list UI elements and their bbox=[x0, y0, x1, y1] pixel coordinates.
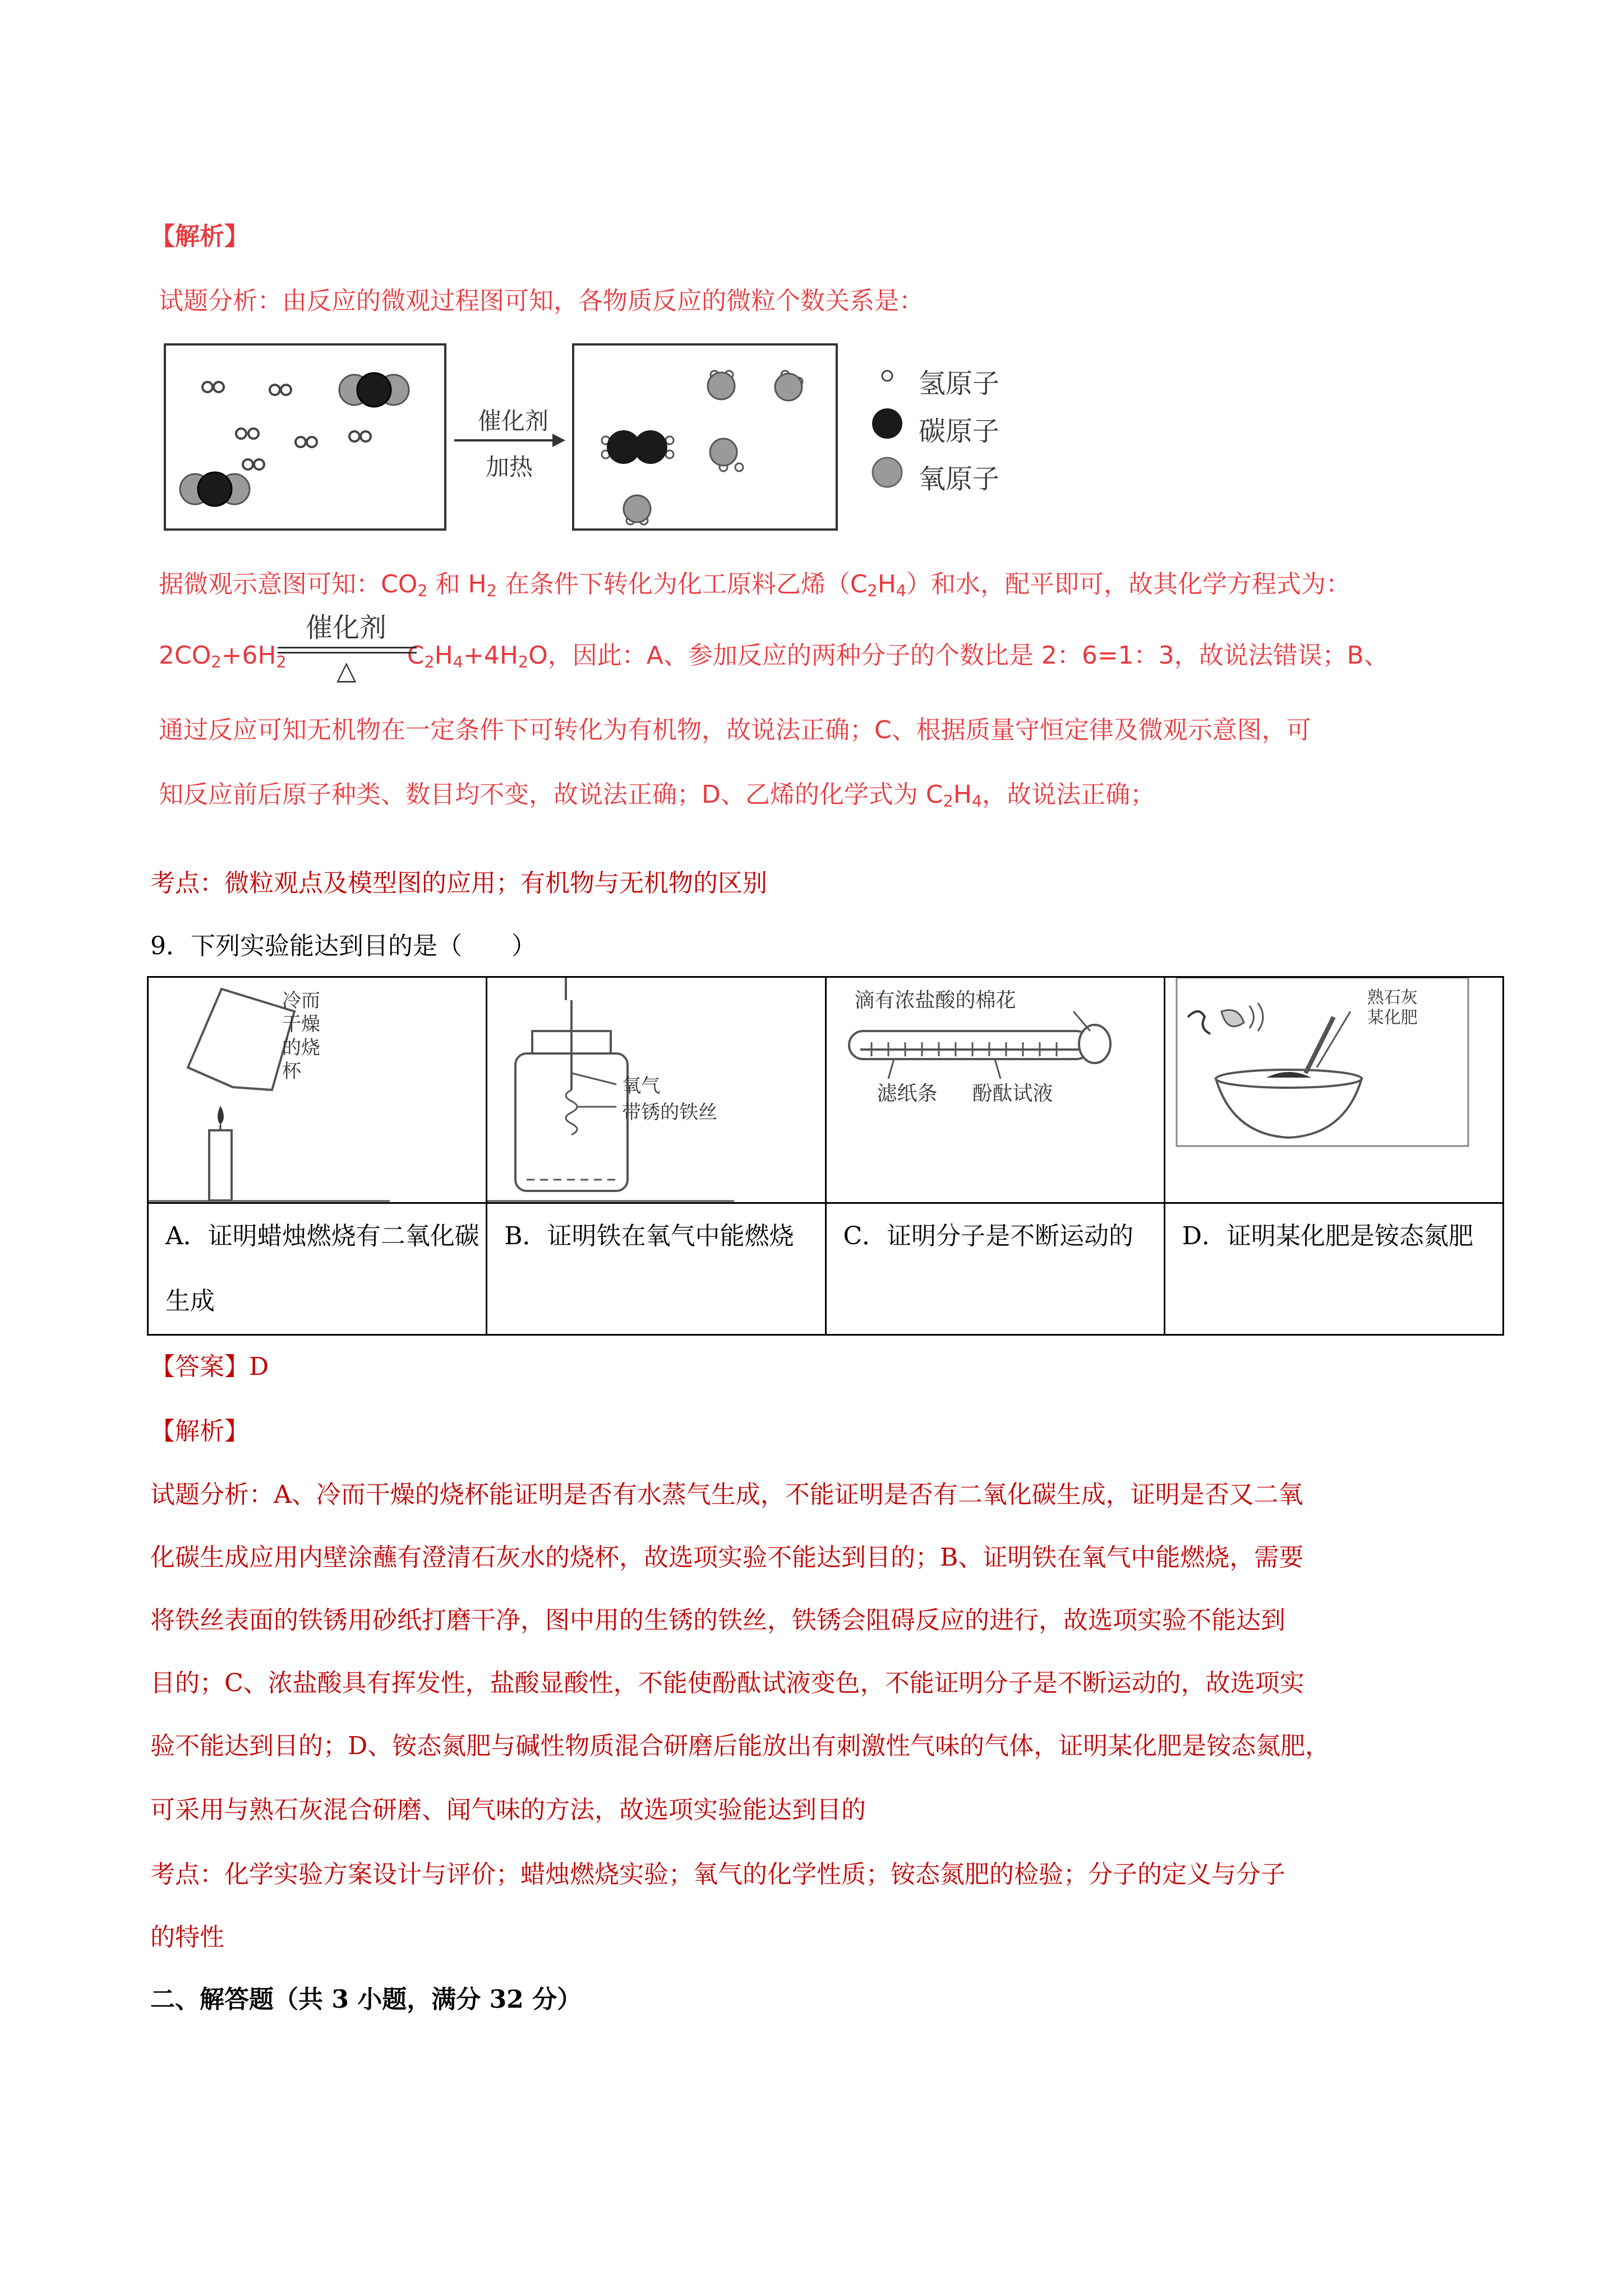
arrow-label-top: 催化剂 bbox=[478, 407, 549, 435]
analysis-heading: 【解析】 bbox=[150, 222, 249, 251]
analysis2-line-6: 可采用与熟石灰混合研磨、闻气味的方法，故选项实验能达到目的 bbox=[150, 1796, 866, 1824]
legend-oxygen-label: 氧原子 bbox=[919, 463, 1000, 495]
option-d-text: D．证明某化肥是铵态氮肥 bbox=[1182, 1222, 1474, 1250]
equation-catalyst: 催化剂 bbox=[306, 612, 387, 643]
co2-molecule-1 bbox=[339, 373, 409, 407]
option-b-text: B．证明铁在氧气中能燃烧 bbox=[504, 1222, 794, 1250]
arrow-label-bottom: 加热 bbox=[486, 453, 533, 481]
analysis-line-3: 通过反应可知无机物在一定条件下可转化为有机物，故说法正确；C、根据质量守恒定律及微观示意图，可 bbox=[159, 716, 1311, 744]
option-b-image bbox=[487, 978, 824, 1202]
option-c-image bbox=[827, 978, 1164, 1202]
analysis2-line-2: 化碳生成应用内壁涂蘸有澄清石灰水的烧杯，故选项实验不能达到目的；B、证明铁在氧气中能燃烧，需要 bbox=[150, 1543, 1304, 1572]
filter-paper-label: 滤纸条 bbox=[877, 1082, 938, 1105]
analysis2-line-3: 将铁丝表面的铁锈用砂纸打磨干净，图中用的生锈的铁丝，铁锈会阻碍反应的进行，故选项实验不能达到 bbox=[150, 1606, 1285, 1635]
analysis-line-4: 知反应前后原子种类、数目均不变，故说法正确；D、乙烯的化学式为 $C_2H_4$，故说法正确； bbox=[159, 780, 1155, 811]
analysis2-line-1: 试题分析：A、冷而干燥的烧杯能证明是否有水蒸气生成，不能证明是否有二氧化碳生成，证明是否又二氧 bbox=[150, 1480, 1303, 1509]
legend-hydrogen-symbol bbox=[882, 371, 892, 381]
equation-condition: △ bbox=[336, 655, 357, 685]
analysis-line-1: 据微观示意图可知：$CO_2$ 和 $H_2$ 在条件下转化为化工原料乙烯$(C_2H_4)$和水，配平即可，故其化学方程式为： bbox=[159, 570, 1351, 601]
question-9-stem: 9．下列实验能达到目的是（ ） bbox=[150, 932, 536, 960]
equation-bar-top bbox=[278, 647, 417, 648]
option-c-text: C．证明分子是不断运动的 bbox=[843, 1222, 1134, 1250]
analysis2-line-4: 目的；C、浓盐酸具有挥发性，盐酸显酸性，不能使酚酞试液变色，不能证明分子是不断运动的，故选项实 bbox=[150, 1669, 1304, 1697]
analysis2-heading: 【解析】 bbox=[150, 1417, 249, 1446]
phenolphthalein-label: 酚酞试液 bbox=[972, 1082, 1053, 1105]
option-d-image bbox=[1165, 978, 1502, 1202]
option-a-image bbox=[149, 978, 486, 1202]
beaker-label: 冷而干燥的烧杯 bbox=[282, 990, 320, 1083]
rusty-wire-label: 带锈的铁丝 bbox=[622, 1101, 718, 1124]
kaodian-2-line-2: 的特性 bbox=[150, 1923, 224, 1952]
lime-fertilizer-label: 熟石灰某化肥 bbox=[1367, 988, 1418, 1028]
question-9-table bbox=[147, 976, 1504, 1336]
section-2-title: 二、解答题（共 3 小题，满分 32 分） bbox=[150, 1985, 582, 2014]
answer: 【答案】D bbox=[150, 1352, 269, 1381]
kaodian-1: 考点：微粒观点及模型图的应用；有机物与无机物的区别 bbox=[150, 869, 767, 898]
legend-hydrogen-label: 氢原子 bbox=[919, 368, 1000, 399]
option-a-text: A．证明蜡烛燃烧有二氧化碳生成 bbox=[165, 1222, 479, 1315]
legend-carbon-label: 碳原子 bbox=[919, 416, 1000, 447]
equation-bar-bottom bbox=[278, 652, 417, 654]
analysis2-line-5: 验不能达到目的；D、铵态氮肥与碱性物质混合研磨后能放出有刺激性气味的气体，证明某化肥是铵态氮肥， bbox=[150, 1732, 1330, 1760]
oxygen-label: 氧气 bbox=[622, 1075, 661, 1097]
reaction-diagram-svg bbox=[163, 342, 1015, 533]
cotton-label: 滴有浓盐酸的棉花 bbox=[854, 989, 1016, 1012]
equation-line: $2CO_2+6H_2$ $C_2H_4+4H_2O$，因此：A、参加反应的两种分子的个数比是 2：6=1：3，故说法错误；B、 bbox=[159, 641, 1389, 672]
legend-oxygen-symbol bbox=[873, 458, 902, 487]
kaodian-2-line-1: 考点：化学实验方案设计与评价；蜡烛燃烧实验；氧气的化学性质；铵态氮肥的检验；分子的定义与分子 bbox=[150, 1860, 1285, 1889]
co2-molecule-2 bbox=[180, 472, 250, 506]
legend-carbon-symbol bbox=[872, 408, 902, 439]
analysis-intro: 试题分析：由反应的微观过程图可知，各物质反应的微粒个数关系是： bbox=[159, 287, 924, 315]
